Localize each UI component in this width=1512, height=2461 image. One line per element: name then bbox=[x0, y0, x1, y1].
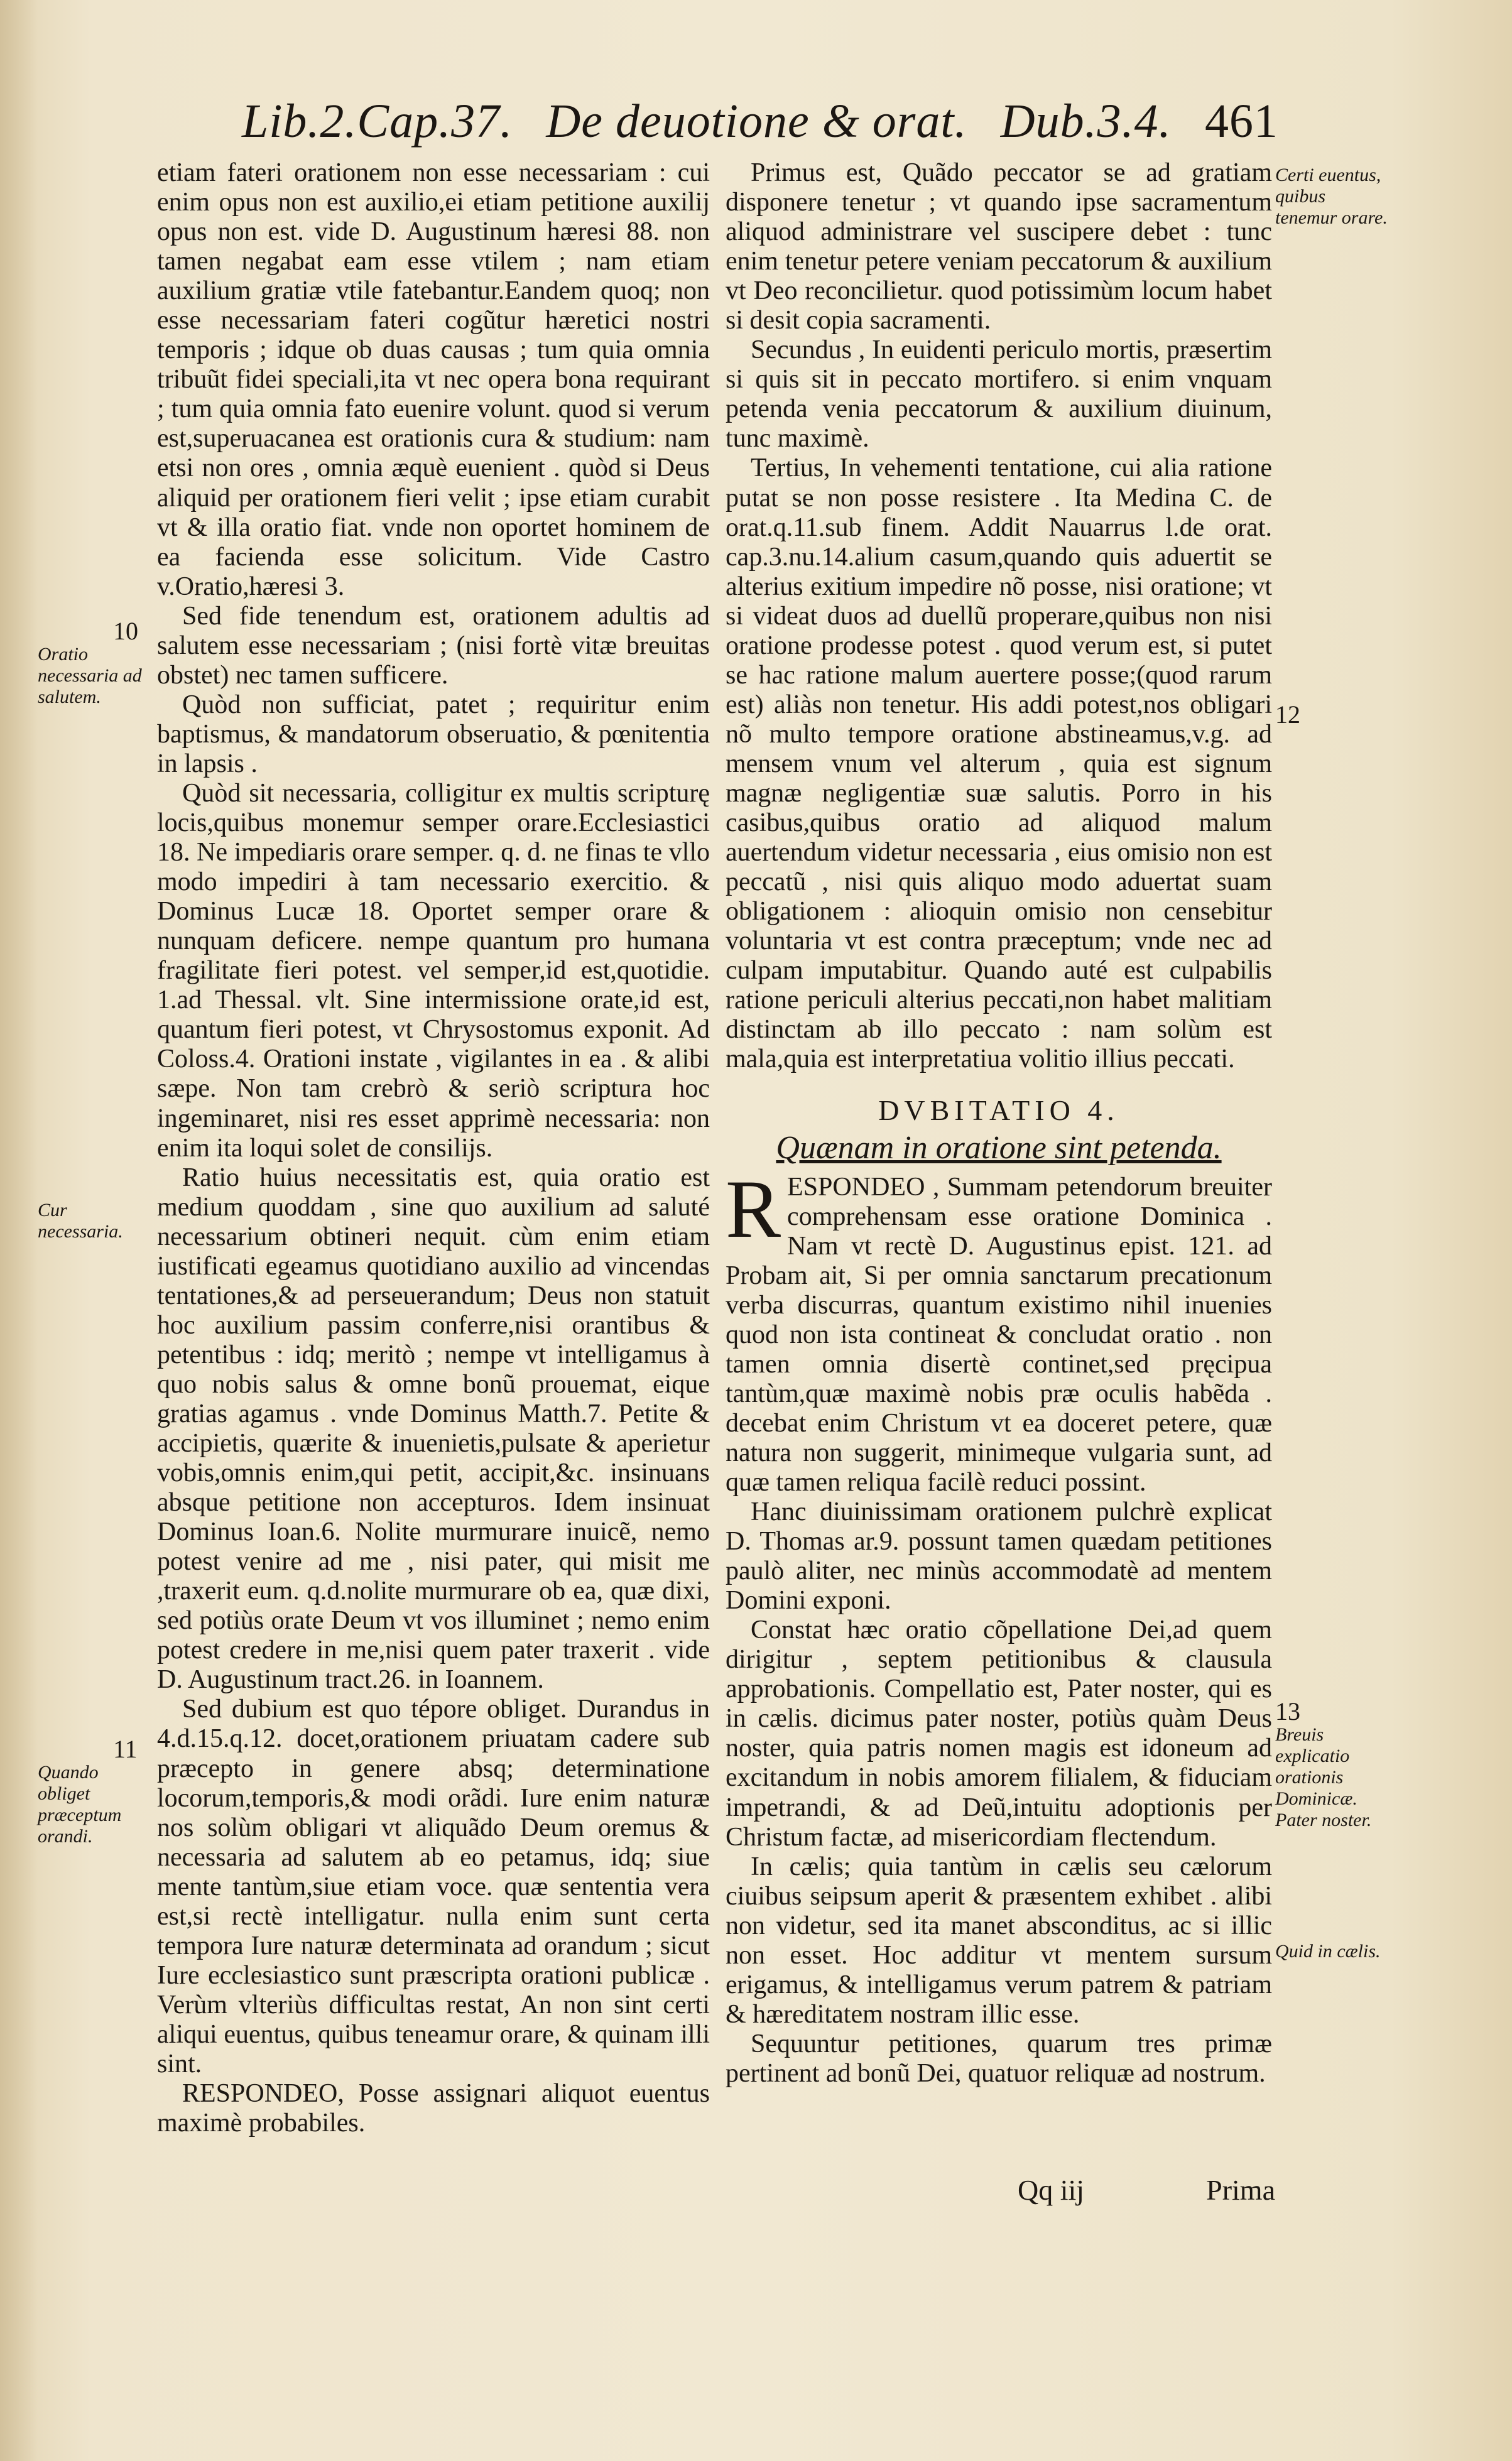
paragraph-with-dropcap bbox=[726, 1162, 1272, 1498]
paragraph: Tertius, In vehementi tentatione, cui alia ratione putat se non posse resistere . Ita Medina C. de orat.q.11.sub finem. Addit Nauarrus l.de orat. cap.3.nu.14.alium casum,quando quis aduertit se alterius exitium impedire nõ posse, nisi oratione; vt si videat duos ad duellũ properare,quibus non nisi oratione prodesse potest . quod verum est, si putet se hac ratione malum auertere posse;(quod rarum est) aliàs non tenetur. His addi potest,nos obligari nõ multo tempore oratione abstineamus,v.g. ad mensem vnum vel alterum , quia est signum magnæ negligentiæ suæ salutis. Porro in his casibus,quibus oratio ad aliquod malum auertendum videtur necessaria , eius omisio non est peccatũ , nisi quis aliquo modo aduertat suam obligationem : alioquin omisio non censebitur voluntaria vt est contra præceptum; vnde nec ad culpam imputabitur. Quando auté est culpabilis ratione periculi alterius peccati,non habet malitiam distinctam ab illo peccato : nam solùm est mala,quia est interpretatiua volitio illius peccati. bbox=[726, 454, 1272, 1074]
paragraph: Hanc diuinissimam orationem pulchrè explicat D. Thomas ar.9. possunt tamen quædam petitiones paulò aliter, nec minùs accommodatè ad mentem Domini exponi. bbox=[726, 1497, 1272, 1616]
paragraph: In cælis; quia tantùm in cælis seu cælorum ciuibus seipsum aperit & præsentem exhibet . alibi non videtur, sed ita manet absconditus, ac si illic non esset. Hoc additur vt mentem sursum erigamus, & intelligamus verum patrem & patriam & hæreditatem nostram illic esse. bbox=[726, 1852, 1272, 2029]
margin-note: Quando obliget præceptum orandi. bbox=[38, 1762, 122, 1847]
paragraph: Quòd non sufficiat, patet ; requiritur enim baptismus, & mandatorum obseruatio, & pœnitentia in lapsis . bbox=[157, 690, 710, 778]
signature-mark: Qq iij bbox=[1018, 2174, 1085, 2206]
margin-number: 13 bbox=[1275, 1697, 1300, 1725]
margin-note: Oratio necessaria ad salutem. bbox=[38, 644, 142, 707]
margin-note: Quid in cælis. bbox=[1275, 1941, 1381, 1962]
page-number: 461 bbox=[1204, 95, 1278, 148]
drop-cap: R bbox=[726, 1162, 781, 1255]
paragraph: Secundus , In euidenti periculo mortis, præsertim si quis sit in peccato mortifero. si enim vnquam petenda venia peccatorum & auxilium diuinum, tunc maximè. bbox=[726, 335, 1272, 454]
header-title: De deuotione & orat. bbox=[546, 95, 967, 148]
section-heading: DVBITATIO 4. bbox=[878, 1094, 1119, 1127]
right-column bbox=[726, 158, 1272, 2089]
paragraph: RESPONDEO, Posse assignari aliquot euentus maximè probabiles. bbox=[157, 2079, 710, 2138]
signature-line bbox=[1018, 2173, 1275, 2207]
paragraph: Sequuntur petitiones, quarum tres primæ pertinent ad bonũ Dei, quatuor reliquæ ad nostrum. bbox=[726, 2029, 1272, 2088]
paragraph: Sed fide tenendum est, orationem adultis ad salutem esse necessariam ; (nisi fortè vitæ breuitas obstet) nec tamen sufficere. bbox=[157, 601, 710, 690]
margin-note: Certi euentus, quibus tenemur orare. bbox=[1275, 165, 1388, 228]
header-book-chapter: Lib.2.Cap.37. bbox=[242, 95, 513, 148]
margin-number: 10 bbox=[113, 617, 138, 645]
left-column bbox=[157, 158, 710, 2138]
margin-note: Cur necessaria. bbox=[38, 1200, 123, 1242]
paragraph: Constat hæc oratio cõpellatione Dei,ad quem dirigitur , septem petitionibus & clausula approbationis. Compellatio est, Pater noster, qui es in cælis. dicimus pater noster, potiùs quàm Deus noster, quia patris nomen magis est idoneum ad excitandum in nobis amorem filialem, & fiduciam impetrandi, & ad Deũ,intuitu adoptionis per Christum factæ, ad misericordiam flectendum. bbox=[726, 1616, 1272, 1852]
margin-note: Breuis explicatio orationis Dominicæ. Pater noster. bbox=[1275, 1724, 1372, 1830]
running-header bbox=[242, 94, 1278, 151]
paragraph: etiam fateri orationem non esse necessariam : cui enim opus non est auxilio,ei etiam petitione auxilij opus non est. vide D. Augustinum hæresi 88. non tamen negabat eam esse vtilem ; nam etiam auxilium gratiæ vtile fatebantur.Eandem quoq; non esse necessariam fateri cogũtur hæretici nostri temporis ; idque ob duas causas ; tum quia omnia tribuũt fidei speciali,ita vt nec opera bona requirant ; tum quia omnia fato euenire volunt. quod si verum est,superuacanea est orationis cura & studium: nam etsi non ores , omnia æquè euenient . quòd si Deus aliquid per orationem fieri velit ; ipse etiam curabit vt & illa oratio fiat. vnde non oportet hominem de ea facienda esse solicitum. Vide Castro v.Oratio,hæresi 3. bbox=[157, 158, 710, 601]
paragraph: Sed dubium est quo tépore obliget. Durandus in 4.d.15.q.12. docet,orationem priuatam cadere sub præcepto in genere absq; determinatione locorum,temporis,& modi orãdi. Iure enim naturæ nos solùm obligari vt aliquãdo Deum oremus & necessaria ad salutem ab eo petamus, idq; siue mente tantùm,siue etiam voce. quæ sententia vera est,si rectè intelligatur. nulla enim sunt certa tempora Iure naturæ determinata ad orandum ; sicut Iure ecclesiastico sunt præscripta orationi publicæ . Verùm vlteriùs difficultas restat, An non sint certi aliqui euentus, quibus teneamur orare, & quinam illi sint. bbox=[157, 1695, 710, 2078]
margin-number: 12 bbox=[1275, 700, 1300, 729]
paragraph: Primus est, Quãdo peccator se ad gratiam disponere tenetur ; vt quando ipse sacramentum aliquod administrare vel suscipere debet : tunc enim tenetur petere veniam peccatorum & auxilium vt Deo reconcilietur. quod potissimùm locum habet si desit copia sacramenti. bbox=[726, 158, 1272, 335]
page-shadow bbox=[0, 0, 38, 2461]
header-dubitatio: Dub.3.4. bbox=[1000, 95, 1172, 148]
paragraph-text: ESPONDEO , Summam petendorum breuiter comprehensam esse oratione Dominica . Nam vt rectè D. Augustinus epist. 121. ad Probam ait, Si per omnia sanctarum precationum verba discurras, quantum existimo nihil inuenies quod non ista contineat & concludat oratio . non tamen omnia disertè continet,sed pręcipua tantùm,quæ maximè nobis præ oculis habẽda . decebat enim Christum vt ea doceret petere, quæ natura non suggerit, minimeque vulgaria sunt, ad quæ tamen reliqua facilè reduci possint. bbox=[726, 1172, 1272, 1497]
section-subheading: Quænam in oratione sint petenda. bbox=[776, 1129, 1222, 1166]
margin-number: 11 bbox=[113, 1735, 138, 1763]
paragraph: Ratio huius necessitatis est, quia oratio est medium quoddam , sine quo auxilium ad saluté necessarium obtineri nequit. cùm enim etiam iustificati egeamus quotidiano auxilio ad vincendas tentationes,& ad perseuerandum; Deus non statuit hoc auxilium passim conferre,nisi orantibus & petentibus : idq; meritò ; nempe vt intelligamus à quo nobis salus & omne bonũ prouemat, eique gratias agamus . vnde Dominus Matth.7. Petite & accipietis, quærite & inuenietis,pulsate & aperietur vobis,omnis enim,qui petit, accipit,&c. insinuans absque petitione non accepturos. Idem insinuat Dominus Ioan.6. Nolite murmurare inuicẽ, nemo potest venire ad me , nisi pater, qui misit me ,traxerit eum. q.d.nolite murmurare ob ea, quæ dixi, sed potiùs orate Deum vt vos illuminet ; nemo enim potest credere in me,nisi quem pater traxerit . vide D. Augustinum tract.26. in Ioannem. bbox=[157, 1163, 710, 1695]
paragraph: Quòd sit necessaria, colligitur ex multis scripturę locis,quibus monemur semper orare.Ecclesiastici 18. Ne impediaris orare semper. q. d. ne finas te vllo modo impediri à tam necessario exercitio. & Dominus Lucæ 18. Oportet semper orare & nunquam deficere. nempe quantum pro humana fragilitate fieri potest. vel semper,id est,quotidie. 1.ad Thessal. vlt. Sine intermissione orate,id est, quantum fieri potest, vt Chrysostomus exponit. Ad Coloss.4. Orationi instate , vigilantes in ea . & alibi sæpe. Non tam crebrò & seriò scriptura hoc ingeminaret, nisi res esset apprimè necessaria: non enim ita loqui solet de consilijs. bbox=[157, 778, 710, 1163]
catchword: Prima bbox=[1206, 2174, 1275, 2206]
